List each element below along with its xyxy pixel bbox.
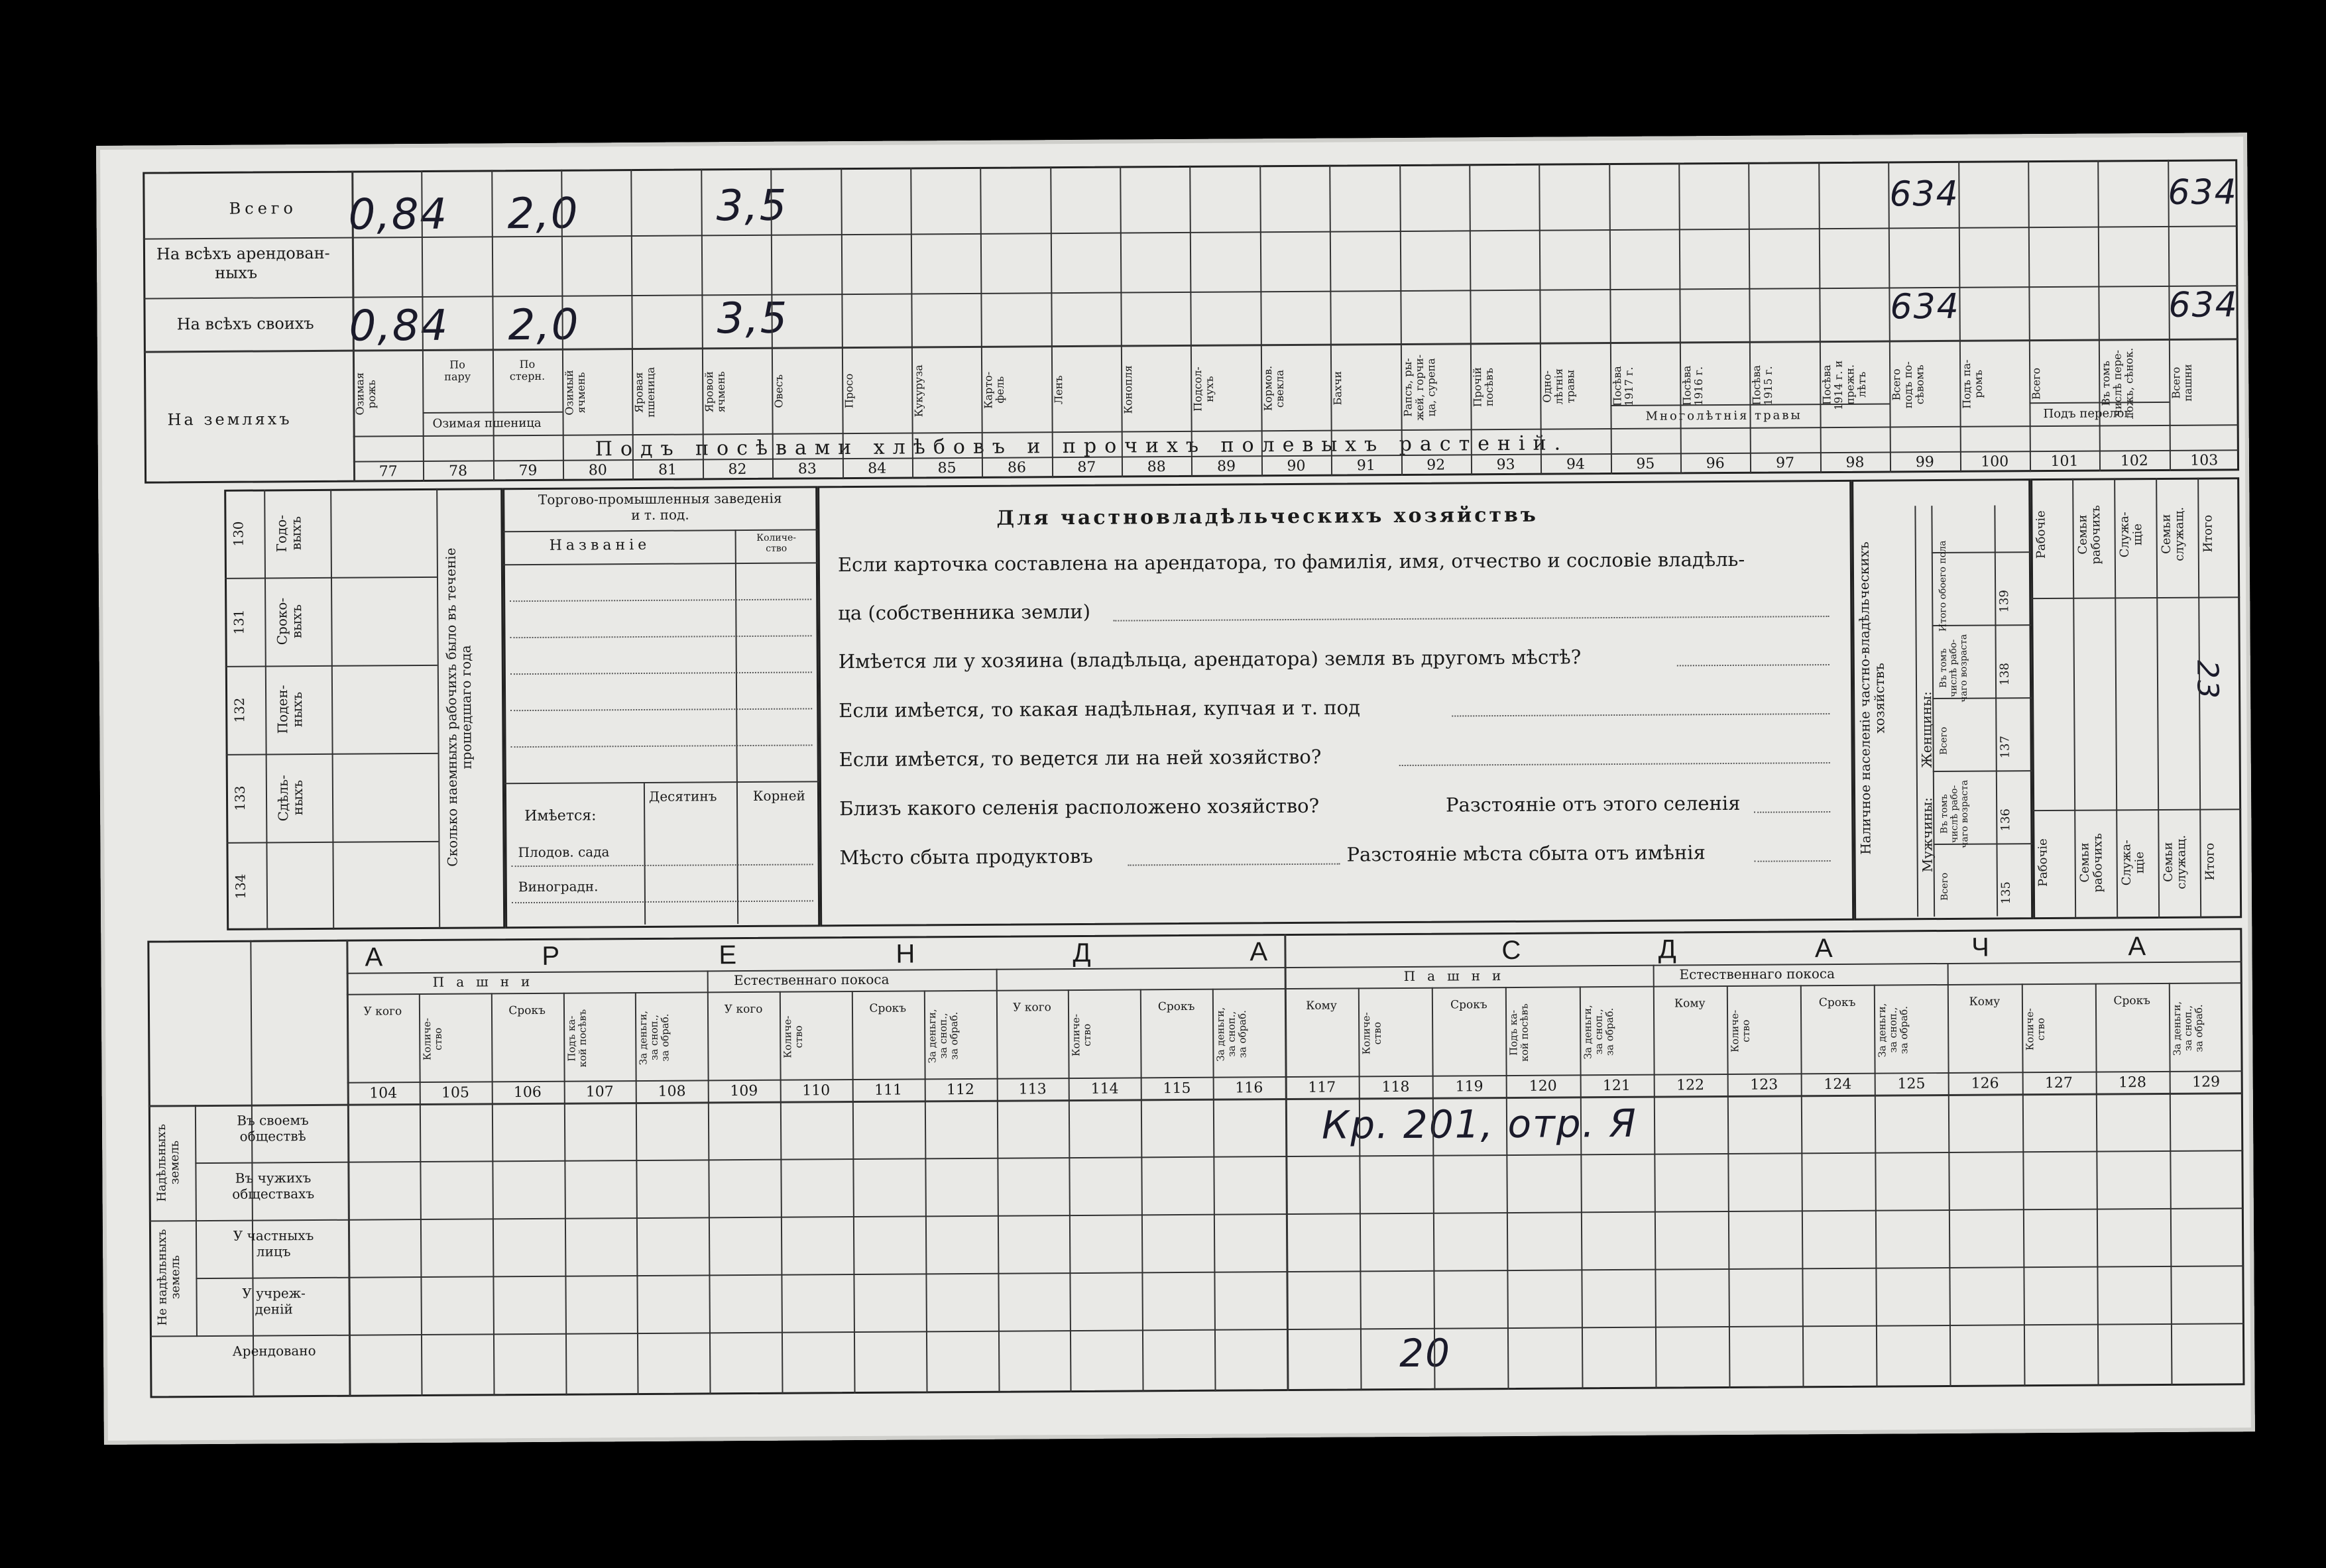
sdacha-col-num-126: 126 [1971,1075,1999,1092]
hw-svoi-82: 3,5 [717,294,789,344]
hired-num-130: 130 [230,521,247,547]
col-num-80: 80 [588,462,607,479]
col-num-85: 85 [937,460,957,477]
arenda-col-label-114: Количе- ство [1070,1013,1094,1057]
summary-bottom-0: Рабочіе [2036,838,2050,887]
arenda-col-num-115: 115 [1163,1080,1191,1097]
hired-num-134: 134 [232,873,249,899]
hired-label-130: Годо- выхъ [273,514,304,553]
col-label-78: По пару [444,358,471,383]
col-num-88: 88 [1147,459,1166,476]
row-label-svoih: На всѣхъ своихъ [176,313,314,334]
arenda-col-label-113: У кого [1013,1001,1051,1015]
col-num-97: 97 [1775,455,1795,472]
col-label-93: Прочій посѣвъ [1471,367,1495,408]
col-num-94: 94 [1566,456,1586,473]
arenda-letter: А [365,942,384,972]
col-num-82: 82 [728,461,747,478]
trade-name-header: Названіе [549,536,651,554]
sdacha-col-num-124: 124 [1824,1076,1852,1093]
summary-top-1: Семьи рабочихъ [2075,504,2103,565]
sdacha-col-label-124: Срокъ [1818,995,1856,1010]
sdacha-col-label-123: Количе- ство [1728,1009,1752,1052]
sdacha-col-num-120: 120 [1529,1078,1557,1095]
hw-vsego-99: 634 [1889,174,1959,215]
col-num-100: 100 [1981,453,2009,471]
col-label-85: Кукуруза [911,364,925,418]
group-mnogoletnie-travy: Многолѣтнія травы [1645,408,1802,423]
sdacha-col-label-120: Подъ ка- кой посѣвъ [1507,1003,1531,1062]
col-label-99: Всего подъ по- сѣвомъ [1890,361,1926,408]
col-label-94: Одно- лѣтнія травы [1541,368,1577,405]
arenda-letter: Д [1073,938,1092,968]
summary-top-4: Итого [2201,515,2215,553]
hw-lease-row1: Кр. 201, отр. Я [1321,1100,1637,1148]
col-label-82: Яровой ячмень [702,371,727,413]
col-num-103: 103 [2190,452,2219,469]
arenda-letter: Р [542,941,561,971]
col-num-90: 90 [1287,457,1306,475]
col-label-96: Посѣва 1916 г. [1680,365,1706,406]
trade-title: Торгово-промышленныя заведенія и т. под. [538,490,782,524]
summary-bottom-4: Итого [2203,843,2217,881]
col-num-86: 86 [1007,459,1027,476]
group-ozimaya-pshenitsa: Озимая пшеница [432,416,542,431]
col-num-101: 101 [2050,453,2079,470]
q3: Если имѣется, то какая надѣльная, купчая и т. под [839,696,1361,722]
korney-header: Корней [752,787,805,804]
sdacha-col-num-119: 119 [1455,1078,1483,1095]
group-pod-perelog: Подъ перелог. [2043,406,2134,421]
col-label-98: Посѣва 1914 г. и прежн. лѣтъ [1820,360,1868,410]
col-label-97: Посѣва 1915 г. [1750,365,1775,406]
summary-top-3: Семьи служащ. [2159,506,2187,561]
arenda-col-num-113: 113 [1018,1081,1047,1098]
pop-num-138: 138 [1997,663,2012,686]
arenda-col-num-107: 107 [585,1084,614,1101]
arenda-col-label-105: Количе- ство [420,1017,444,1061]
population-title: Наличное населеніе частно-владѣльческихъ хозяйствъ [1855,541,1888,856]
col-label-77: Озимая рожь [353,372,378,416]
private-title: Для частновладѣльческихъ хозяйствъ [996,503,1539,530]
sdacha-col-num-127: 127 [2044,1074,2073,1092]
sdacha-col-num-118: 118 [1381,1078,1410,1096]
pop-label-138: Въ томъ числѣ рабо- чаго возраста [1938,634,1969,702]
col-num-77: 77 [378,463,398,480]
sdacha-letter: Д [1658,934,1678,964]
sdacha-col-num-123: 123 [1750,1076,1778,1093]
arenda-col-num-109: 109 [730,1082,758,1100]
col-label-103: Всего пашни [2169,364,2194,402]
lease-row-label-1: Въ чужихъ обществахъ [232,1170,315,1202]
lease-row-label-3: У учреж- деній [242,1285,306,1317]
arenda-pokos: Естественнаго покоса [733,971,890,989]
col-label-91: Бахчи [1331,370,1344,406]
q6: Мѣсто сбыта продуктовъ [839,844,1093,869]
lease-row-label-0: Въ своемъ обществѣ [237,1112,309,1145]
arenda-col-num-114: 114 [1090,1080,1119,1097]
col-num-96: 96 [1706,455,1725,473]
sdacha-letter: Ч [1971,932,1991,962]
sdacha-letter: А [2128,932,2148,962]
col-label-84: Просо [842,373,856,409]
sowing-banner: Подъ посѣвами хлѣбовъ и прочихъ полевыхъ растеній. [595,431,1569,461]
q4: Если имѣется, то ведется ли на ней хозяйство? [839,745,1322,771]
row-label-na-zemlyah: На земляхъ [167,410,292,429]
orchard-label: Плодов. сада [518,844,610,861]
col-label-79: По стерн. [509,357,546,382]
q5: Близъ какого селенія расположено хозяйство? [839,794,1320,820]
arenda-col-label-104: У кого [363,1005,402,1019]
hw-svoi-99: 634 [1890,286,1960,327]
sdacha-letter: А [1814,934,1834,964]
trade-qty-header: Количе- ство [756,532,797,554]
col-num-93: 93 [1496,456,1515,474]
sdacha-col-label-128: Срокъ [2113,994,2151,1008]
sdacha-col-label-129: За деньги, за сноп., за обраб. [2170,1001,2205,1056]
col-label-101: Всего [2029,367,2043,400]
col-label-92: Рапсъ, ры- жей, горчи- ца, сурепа [1401,354,1438,421]
vineyard-label: Виноградн. [518,878,599,895]
arenda-col-label-107: Подъ ка- кой посѣвъ [565,1009,589,1068]
sdacha-col-label-122: Кому [1674,997,1706,1011]
q5b: Разстояніе отъ этого селенія [1446,791,1741,816]
col-label-88: Конопля [1122,364,1135,414]
pop-num-135: 135 [1999,881,2014,905]
pop-label-136: Въ томъ числѣ рабо- чаго возраста [1939,779,1971,848]
arenda-col-num-104: 104 [369,1085,398,1102]
q1b: ца (собственника земли) [838,600,1091,625]
arenda-col-num-106: 106 [513,1084,542,1101]
hired-num-132: 132 [231,697,248,723]
summary-bottom-1: Семьи рабочихъ [2077,832,2105,893]
pop-num-137: 137 [1998,736,2012,759]
sdacha-pashni: Пашни [1403,967,1513,984]
col-label-102: Въ томъ числѣ пере- ложь, сѣнок. [2099,347,2136,420]
hw-vsego-82: 3,5 [716,181,788,231]
col-num-78: 78 [448,463,468,480]
col-label-95: Посѣва 1917 г. [1610,366,1635,407]
col-label-100: Подъ па- ромъ [1959,359,1985,409]
hw-vsego-79: 2,0 [507,189,579,239]
sdacha-col-label-125: За деньги, за сноп., за обраб. [1876,1003,1910,1058]
summary-top-0: Рабочіе [2034,510,2048,559]
col-num-91: 91 [1356,457,1375,475]
men-label: Мужчины: [1919,797,1936,873]
col-num-99: 99 [1915,454,1934,471]
hired-title: Сколько наемныхъ рабочихъ было въ теченіе прошедшаго года [442,547,475,867]
pop-num-136: 136 [1999,809,2013,832]
arenda-col-label-116: За деньги, за сноп., за обраб. [1214,1007,1249,1062]
lease-row-label-4: Арендовано [232,1343,316,1359]
col-label-89: Подсол- нухъ [1191,366,1216,412]
arenda-col-num-116: 116 [1235,1080,1263,1097]
sdacha-col-label-121: За деньги, за сноп., за обраб. [1581,1005,1616,1060]
arenda-col-num-105: 105 [441,1084,470,1101]
hw-svoi-79: 2,0 [508,300,580,351]
desyatin-header: Десятинъ [648,788,717,805]
hired-num-131: 131 [231,609,247,635]
col-label-80: Озимый ячмень [563,370,588,416]
col-num-84: 84 [868,460,887,477]
q2: Имѣется ли у хозяина (владѣльца, арендатора) земля въ другомъ мѣстѣ? [838,645,1582,673]
sdacha-col-label-118: Количе- ство [1360,1012,1383,1055]
hired-label-132: Поден- ныхъ [274,685,306,734]
hired-columns [96,133,2247,146]
col-num-81: 81 [658,461,677,478]
lease-row-label-2: У частныхъ лицъ [233,1227,314,1260]
arenda-col-label-111: Срокъ [869,1001,907,1015]
arenda-col-label-109: У кого [724,1002,763,1017]
col-label-83: Овесъ [772,374,785,409]
arenda-letter: А [1250,937,1269,967]
top-columns [96,133,2247,146]
sdacha-col-label-127: Количе- ство [2023,1008,2047,1051]
hired-label-131: Сроко- выхъ [274,598,305,645]
arenda-letter: Е [719,940,738,970]
pop-label-137: Всего [1938,726,1949,756]
summary-bottom-3: Семьи служащ. [2161,834,2189,889]
women-label: Женщины: [1918,691,1935,768]
arenda-col-label-108: За деньги, за сноп., за обраб. [637,1010,671,1066]
sdacha-col-num-121: 121 [1602,1077,1631,1095]
arenda-col-label-115: Срокъ [1157,999,1195,1014]
side-number: 23 [2190,659,2225,700]
col-num-89: 89 [1217,458,1236,475]
q1: Если карточка составлена на арендатора, то фамилія, имя, отчество и сословіе владѣль- [837,547,1745,577]
sdacha-col-num-128: 128 [2118,1074,2147,1092]
sdacha-col-num-122: 122 [1676,1077,1705,1094]
hw-svoi-103: 634 [2168,285,2239,325]
arenda-col-label-110: Количе- ство [782,1015,805,1058]
hw-vsego-77: 0,84 [348,190,449,240]
arenda-col-num-112: 112 [946,1081,974,1099]
census-form-sheet [96,133,2255,1445]
sdacha-letter: С [1501,935,1523,966]
hw-svoi-77: 0,84 [349,301,449,351]
q6b: Разстояніе мѣста сбыта отъ имѣнія [1346,841,1706,866]
sdacha-pokos: Естественнаго покоса [1679,966,1835,983]
col-num-79: 79 [518,462,538,480]
summary-bottom-2: Служа- щіе [2119,839,2147,885]
arenda-letter: Н [896,939,917,969]
sdacha-col-label-126: Кому [1969,995,2001,1009]
arenda-col-label-112: За деньги, за сноп., за обраб. [925,1009,960,1064]
arenda-col-num-111: 111 [874,1082,903,1099]
arenda-pashni: Пашни [432,973,542,990]
hired-num-133: 133 [231,785,249,811]
col-label-90: Кормов. свекла [1261,365,1286,412]
col-num-102: 102 [2120,453,2148,470]
row-label-arendovannyh: На всѣхъ арендован- ныхъ [156,243,330,282]
hired-label-133: Сдѣль- ныхъ [274,774,306,821]
row-label-vsego: Всего [229,199,297,218]
col-num-83: 83 [797,461,817,478]
arenda-col-num-110: 110 [802,1082,831,1099]
arenda-col-label-106: Срокъ [508,1003,546,1018]
sdacha-col-label-119: Срокъ [1450,998,1487,1012]
arenda-col-num-108: 108 [658,1083,686,1100]
pop-num-139: 139 [1997,590,2012,613]
col-label-86: Карто- фель [982,371,1007,409]
hw-bottom-number: 20 [1399,1330,1452,1376]
group-nenadelnyh: Не надѣльныхъ земель [154,1229,183,1326]
group-nadelnyh: Надѣльныхъ земель [154,1123,182,1202]
col-num-92: 92 [1426,457,1446,474]
sdacha-col-label-117: Кому [1306,999,1337,1013]
has-label: Имѣется: [524,807,597,825]
col-num-87: 87 [1077,459,1096,476]
col-label-87: Ленъ [1051,375,1065,405]
col-num-95: 95 [1636,455,1655,473]
sdacha-col-num-117: 117 [1308,1079,1336,1096]
pop-label-139: Итого обоего пола [1937,540,1949,632]
hw-vsego-103: 634 [2168,172,2238,213]
col-label-81: Яровая пшеница [632,366,658,418]
col-num-98: 98 [1845,454,1865,471]
sdacha-col-num-125: 125 [1897,1076,1926,1093]
pop-label-135: Всего [1939,872,1951,901]
summary-top-2: Служа- щіе [2117,511,2145,557]
sdacha-col-num-129: 129 [2192,1074,2221,1091]
